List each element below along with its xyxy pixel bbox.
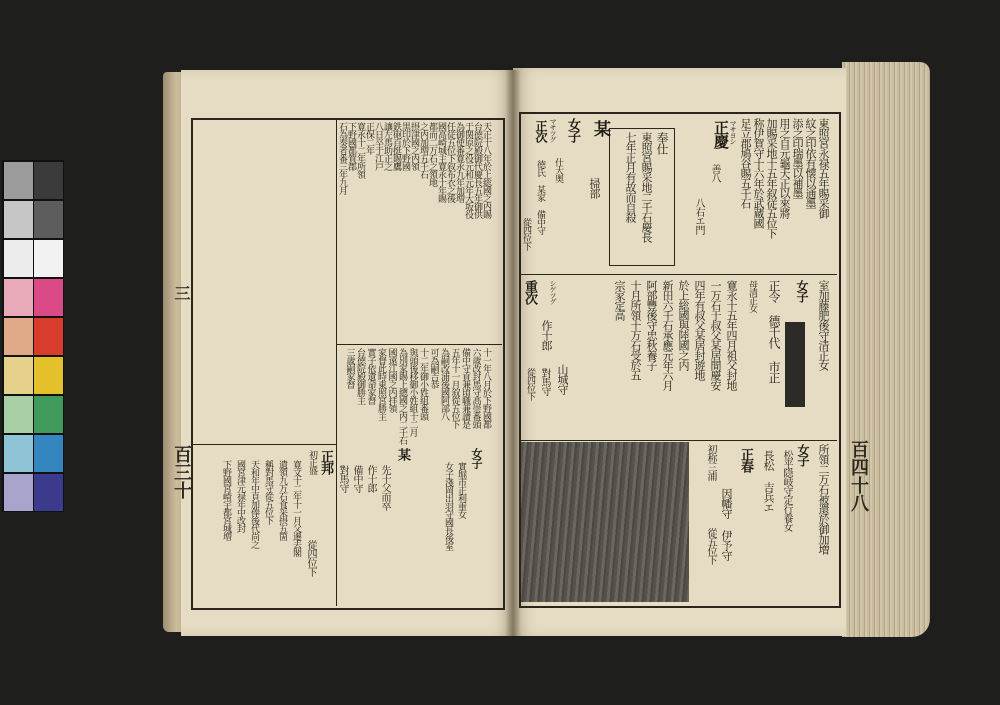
- text-column: 天和年中頁加俸後代尚之: [249, 460, 259, 548]
- right-margin-char: 百四十八: [848, 440, 869, 512]
- checker-swatch: [34, 240, 63, 277]
- text-column: 正保二年: [364, 122, 374, 154]
- text-column: マサツグ: [549, 118, 557, 142]
- checker-swatch: [34, 318, 63, 355]
- color-checker-strip: [2, 160, 64, 512]
- text-column: 正慶: [712, 120, 730, 148]
- dark-inked-box: [785, 322, 805, 407]
- text-column: 從四位下: [521, 218, 531, 250]
- text-column: 足立郡鳩谷賜五千石: [739, 118, 752, 208]
- text-column: 女子: [796, 444, 810, 466]
- checker-swatch: [4, 357, 33, 394]
- text-column: 任従五位下叙布衣之後: [445, 122, 455, 202]
- text-column: 女子淺岡出羽守國長後室: [443, 462, 453, 550]
- checker-swatch: [34, 279, 63, 316]
- text-column: 寛永十五年四月祖父封地: [725, 280, 738, 390]
- text-column: 宗家定高: [613, 280, 626, 320]
- text-column: 東照宮永禄五年賜采御: [817, 118, 830, 218]
- text-column: 添之印瑞墨以補墨: [791, 118, 804, 198]
- text-column: 備中守: [351, 465, 362, 492]
- text-column: 于関原之役元和元年大坂役: [463, 122, 473, 218]
- text-column: 重次: [522, 280, 537, 304]
- text-column: 五年十一月叙從五位下: [449, 348, 460, 428]
- text-column: 初称三浦: [705, 444, 716, 480]
- text-column: 為嗣改浦後國阿部八: [439, 348, 449, 420]
- text-column: 為御使番寛永九年加増: [454, 122, 464, 202]
- text-column: 稱對馬守從五位下: [263, 460, 273, 524]
- right-divider-mid: [520, 440, 837, 441]
- checker-swatch: [34, 201, 63, 238]
- text-column: 正邦: [318, 450, 333, 474]
- text-column: 六歳改封馬守高崇番頭: [470, 348, 481, 428]
- text-column: 從五位下: [705, 528, 716, 564]
- text-column: 十二年御小姓組番頭: [418, 348, 428, 420]
- text-column: 國遠江國之内拝領: [386, 348, 397, 412]
- text-column: 備中守貢兼頃職兼讀是: [460, 348, 470, 428]
- text-column: 母清正女: [747, 280, 757, 312]
- book-fore-edge: [842, 62, 930, 637]
- text-column: 女子: [565, 118, 580, 142]
- text-column: 室加藤肥後守清正女: [817, 280, 830, 370]
- text-column: 東照宮賜采地二千石慶長: [640, 132, 653, 242]
- text-column: 下野國都賀郡: [346, 122, 356, 170]
- text-column: 從四位下: [305, 540, 316, 576]
- text-column: 八日卒于江戸: [373, 122, 383, 170]
- text-column: 紋之印依有懐以通墨: [804, 118, 817, 208]
- text-column: 對馬守: [337, 465, 348, 492]
- text-column: 於上総國與陸國之内: [677, 280, 690, 370]
- text-column: 台徳院殿御勝主: [355, 348, 365, 404]
- text-column: 仕大奥: [553, 158, 563, 182]
- text-column: 女子: [470, 448, 483, 468]
- text-column: 称伊賀守十六年於武蔵國: [752, 118, 765, 228]
- text-column: 松平隠岐守定行養女: [781, 450, 792, 531]
- text-column: 女子: [795, 280, 809, 302]
- checker-swatch: [34, 162, 63, 199]
- left-divider-low: [192, 444, 337, 445]
- text-column: 作十郎: [365, 465, 376, 492]
- text-column: 某: [590, 120, 610, 136]
- text-column: 國宮津元禄年中改封: [235, 460, 245, 532]
- text-column: 因幡守 伊予守: [720, 488, 733, 560]
- text-column: 對馬守: [539, 368, 550, 395]
- text-column: 遺領九万石食采摂五箇: [277, 460, 287, 540]
- text-column: 寛永十二年所領: [355, 122, 365, 178]
- checker-swatch: [4, 318, 33, 355]
- left-margin-char-1: 三: [172, 285, 191, 301]
- text-column: 鉄砲百挺賜鷹: [391, 122, 401, 170]
- text-column: 奉仕: [655, 132, 669, 154]
- text-column: 某: [395, 448, 410, 460]
- text-column: 用之自元龜天正以來將: [778, 118, 791, 218]
- left-margin-char-2: 百三十: [171, 445, 192, 499]
- text-column: 正令 德千代 市正: [767, 280, 781, 383]
- text-column: 一万石于叔父某居間慶安: [709, 280, 722, 390]
- left-divider-mid: [336, 344, 502, 345]
- text-column: 掃部: [588, 178, 601, 198]
- text-column: 十一年八月於下野國都: [481, 348, 491, 428]
- checker-swatch: [4, 162, 33, 199]
- checker-swatch: [34, 396, 63, 433]
- text-column: 黒印於下野國: [400, 122, 410, 170]
- text-column: 正春: [738, 448, 753, 472]
- text-column: 初正盛: [307, 450, 317, 474]
- text-column: 新田六千石承應元年六月: [661, 280, 674, 390]
- text-column: 七年正月有故而自殺: [624, 132, 637, 222]
- checker-swatch: [4, 201, 33, 238]
- checker-swatch: [4, 474, 33, 511]
- book-gutter: [505, 70, 521, 636]
- text-column: 四年有叔父某居封遊地: [693, 280, 706, 380]
- text-column: 阿部豐後守忠秋養子: [645, 280, 658, 370]
- text-column: 天正十八年於上総國之内賜: [481, 122, 491, 218]
- text-column: 寛文十二年十一月父遷去閣: [291, 460, 301, 556]
- text-column: シゲツグ: [549, 280, 557, 304]
- text-column: 三歳嗣家督: [344, 348, 355, 388]
- checker-swatch: [4, 396, 33, 433]
- text-column: 摂津國之内領: [409, 122, 419, 170]
- text-column: 與頭後移御小姓組十二月: [407, 348, 418, 436]
- checker-swatch: [4, 240, 33, 277]
- checker-swatch: [34, 357, 63, 394]
- text-column: 十月所領十万石受於五: [629, 280, 642, 380]
- right-divider-top: [520, 274, 837, 275]
- text-column: 台徳院殿御代慶長五年御供: [472, 122, 482, 218]
- text-column: 徳氏 某家 備中守: [535, 160, 545, 234]
- text-column: 都而二万石之領地: [427, 122, 437, 186]
- checker-swatch: [4, 279, 33, 316]
- text-column: 八右エ門: [693, 198, 704, 234]
- text-column: 實堀市正利重女: [456, 462, 466, 518]
- text-column: 國高崎城主寛永十年賜: [436, 122, 446, 202]
- text-column: 從四位下: [525, 368, 535, 400]
- text-column: 所領二万石被還於御加増: [817, 444, 830, 554]
- text-column: 石為奏者番三年九月: [337, 122, 347, 194]
- text-column: 家督此時東照宮勝主: [376, 348, 386, 420]
- left-page: [181, 70, 513, 636]
- text-column: 善八: [709, 164, 720, 182]
- text-column: 長松 吉兵エ: [762, 450, 775, 512]
- text-column: 先十父而卒: [379, 465, 390, 510]
- text-column: 作十郎: [540, 320, 553, 350]
- checker-swatch: [34, 474, 63, 511]
- text-column: マサヨシ: [729, 120, 737, 144]
- blank-gray-panel: [521, 442, 689, 602]
- text-column: 可為嗣吉恭: [428, 348, 439, 388]
- checker-swatch: [4, 435, 33, 472]
- text-column: 之内加増五千石: [418, 122, 428, 178]
- text-column: 實子依遺命家督: [365, 348, 376, 404]
- text-column: 下野國宮崎宇都宮城増: [221, 460, 231, 540]
- text-column: 正次: [534, 120, 548, 142]
- text-column: 加賜采地十五年叙従五位下: [765, 118, 778, 238]
- checker-swatch: [34, 435, 63, 472]
- text-column: 為別家賜上總國之内二千石: [397, 348, 407, 444]
- text-column: 讓左馬助正之: [382, 122, 392, 170]
- text-column: 山城守: [556, 364, 569, 394]
